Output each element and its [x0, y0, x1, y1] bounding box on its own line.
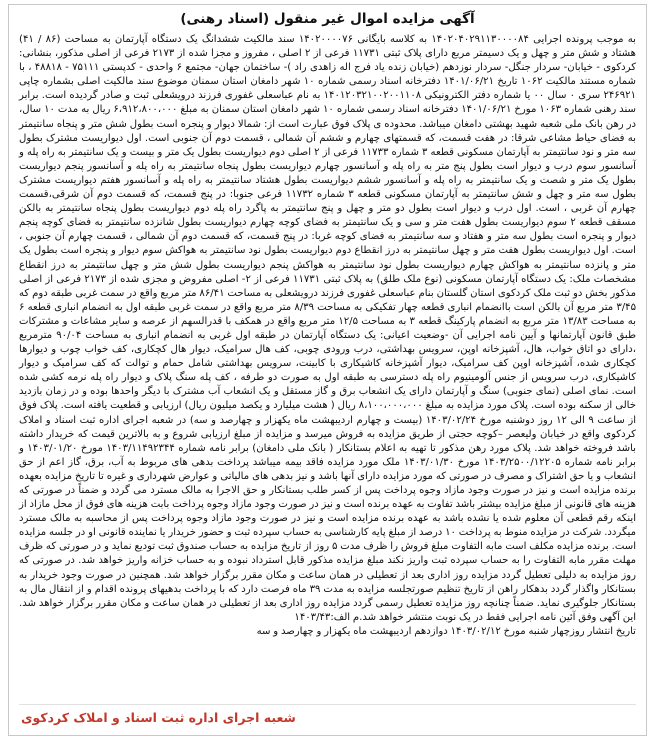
- publication-date: تاریخ انتشار روزچهار شنبه مورخ ۱۴۰۳/۰۲/۱۲ دوازدهم اردیبهشت ماه یکهزار و چهارصد و سه: [256, 625, 636, 637]
- divider: [19, 704, 636, 705]
- notice-paragraph: به موجب پرونده اجرایی ۱۴۰۲۰۴۰۲۹۱۱۳۰۰۰۰۸۴ به کلاسه بایگانی ۱۴۰۲۰۰۰۰۷۶ سند مالکیت ششدانگ یک دستگاه آپارتمان به مساحت (۸۶ / ۴۱) هشتاد و شش متر و چهل و یک دسیمتر مربع دارای پلاک ثبتی ۱۱۷۳۱ فرعی از ۲ اصلی ، مفروز و مجزا شده از ۲۱۷۳ فرعی از اصلی مذکور، بنشانی: کردکوی - خیابان- سردار جنگل- سردار نوزدهم (خیابان زنده یاد فرج اله زاهدی راد )- ساختمان جهان- مجتمع ۶ واحدی - کدپستی ۷۵۱۱۱ - ۴۸۸۱۸ ، با شماره مستند مالکیت ۱۰۶۲ تاریخ ۱۴۰۱/۰۶/۲۱ دفترخانه اسناد رسمی شماره ۱۰ شهر دامغان استان سمنان موضوع سند مالکیت اصلی بشماره چاپی ۲۴۶۹۲۱ سری ۰ سال ۰۰ یا شماره دفتر الکترونیکی ۱۴۰۱۲۰۳۲۱۰۰۲۰۰۱۱۰۸ به نام عباسعلی غفوری فرزند درویشعلی ثبت و صادر گردیده است. برابر سند رهنی شماره ۱۰۶۳ مورخ ۱۴۰۱/۰۶/۲۱ دفترخانه اسناد رسمی شماره ۱۰ شهر دامغان استان سمنان به مبلغ ۶،۹۱۲،۸۰۰،۰۰۰ ریال به مدت ۱۰ سال، در رهن بانک ملی شعبه شهید بهشتی دامغان میباشد. محدوده ی پلاک فوق عبارت است از: شمالا دیوار و پنجره است بطول شش متر و پنجاه سانتیمتر به فضای حیاط مشاعی شرقا: در هفت قسمت، که قسمتهای چهارم و ششم آن شمالی ، قسمت دوم آن جنوبی است. اول دیواریست مشترک بطول سه متر و نود سانتیمتر به آپارتمان مسکونی قطعه ۳ شماره ۱۱۷۳۳ فرعی از ۲ اصلی دوم دیواریست بطول یک متر و بیست و یک سانتیمتر به راه پله و آسانسور سوم درب و دیوار است بطول پنج متر به راه پله و آسانسور چهارم دیواریست بطول پنجاه سانتیمتر به راه پله و آسانسور پنجم دیواریست بطول یک متر و شصت و یک سانتیمتر به راه پله و آسانسور ششم دیواریست بطول هشتاد سانتیمتر به راه پله و آسانسور هفتم دیواریست مشترک بطول سه متر و چهل و شش سانتیمتر به آپارتمان مسکونی قطعه ۳ شماره ۱۱۷۳۲ فرعی جنوبا: در پنج قسمت، که قسمت دوم آن شرقی،قسمت چهارم آن غربی ، است. اول درب و دیوار است بطول دو متر و چهل و پنج سانتیمتر به پاگرد راه پله دوم دیواریست بطول پنجاه سانتیمتر به بالکن مسقف قطعه ۲ سوم دیواریست بطول هفت متر و سی و یک سانتیمتر به فضای کوچه چهارم دیواریست بطول شانزده سانتیمتر به فضای کوچه پنجم دیوار و پنجره است بطول سه متر و هفتاد و سه سانتیمتر به فضای کوچه غربا: در پنج قسمت، که قسمت دوم آن شمالی ، قسمت چهارم آن جنوبی ، است. اول دیواریست بطول هفت متر و چهل سانتیمتر به درز انقطاع دوم دیواریست بطول نود سانتیمتر به هواکش سوم دیوار و پنجره است بطول یک متر و پانزده سانتیمتر به هواکش چهارم دیواریست بطول نود سانتیمتر به هواکش پنجم دیواریست بطول شش متر و چهل سانتیمتر به درز انقطاع مشخصات ملک: یک دستگاه آپارتمان مسکونی (نوع ملک طلق) به پلاک ثبتی ۱۱۷۳۱ فرعی از ۲- اصلی مفروض و مجزی شده از ۲۱۷۳ فرعی از اصلی مذکور بخش دو ثبت ملک کردکوی استان گلستان بنام عباسعلی غفوری فرزند درویشعلی به مساحت ۸۶/۴۱ متر مربع واقع در سمت غربی طبقه دوم که ۳/۴۵ متر مربع آن بالکن است باانضمام انباری قطعه چهار تفکیکی به مساحت ۸/۳۹ متر مربع واقع در سمت غربی طبقه اول به انضمام انباری قطعه ۶ به مساحت ۱۳/۸۳ متر مربع به انضمام پارکینگ قطعه ۳ به مساحت ۱۲/۵ متر مربع واقع در همکف با قدرالسهم از عرصه و سایر مشاعات و مشترکات طبق قانون آپارتمانها و آیین نامه اجرایی آن -وضعیت اعیانی: یک دستگاه آپارتمان در طبقه اول غربی به انضمام انباری به مساحت ۹۰/۰۴ مترمربع ،دارای دو اتاق خواب، هال، آشپزخانه اوپن، سرویس بهداشتی، درب ورودی چوبی، کف هال سرامیک، دیوار هال کچکاری، کف خواب چوب و دیوارها کچکاری شده، آشپزخانه اوپن کف سرامیک، دیوار آشپزخانه کاشیکاری با کابینت، سرویس بهداشتی شامل حمام و توالت که کف سرامیک و دیوار کاشیکاری، درب سرویس از جنس آلومینیوم راه پله دسترسی به طبقه اول به صورت دو طرفه ، کف پله سنگ پلاک و دیوار راه پله نرمه کشی شده است. نمای اصلی (نمای جنوبی) سنگ و آپارتمان دارای یک انشعاب برق و گاز مستقل و یک انشعاب آب مشترک با دیگر واحدها بوده و در زمان بازدید خالی از سکنه بوده است. پلاک مورد مزایده به مبلغ ۸،۱۰۰،۰۰۰،۰۰۰ ریال ( هشت میلیارد و یکصد میلیون ریال) ارزیابی و قطعیت یافته است. پلاک فوق از ساعت ۹ الی ۱۲ روز دوشنبه مورخ ۱۴۰۳/۰۲/۲۴ (بیست و چهارم اردیبهشت ماه یکهزار و چهارصد و سه) در شعبه اجرای اداره ثبت اسناد و املاک کردکوی واقع در خیابان ولیعصر –کوچه حجتی از طریق مزایده به فروش میرسد و مزایده از مبلغ ارزیابی شروع و به بالاترین قیمت که خریدار داشته باشد فروخته خواهد شد. پلاک مورد رهن مذکور تا تهیه به اعلام بستانکار ( بانک ملی دامغان) برابر نامه شماره ۱۴۰۳/۱۱۴۹۲۳۴۴ مورخ ۱۴۰۳/۰۱/۲۰ و برابر نامه شماره ۱۴۰۳/۲۵۰۰/۱۲۲۰۵ مورخ ۱۴۰۳/۰۱/۳۰ ملک مورد مزایده فاقد بیمه میباشد پرداخت بدهی های مربوط به آب، برق، گاز اعم از حق انشعاب و یا حق اشتراک و مصرف در صورتی که مورد مزایده دارای آنها باشد و نیز بدهی های مالیاتی و عوارض شهرداری و غیره تا تاریخ مزایده بعهده برنده مزایده است و نیز در صورت وجود مازاد وجوه پرداخت پس از کسر طلب بستانکار و حق الاجرا به مالک مسترد می گردد و ضمناً در صورتی که هزینه های قانونی از مبلغ مزایده بیشتر باشد تفاوت به عهده برنده است و نیز در صورت وجود مازاد وجوه پرداخت بابت هزینه های فوق از محل مازاد از اینکه رقم قطعی آن معلوم شده یا نشده باشد به عهده برنده مزایده است و نیز در صورت وجود مازاد وجوه پرداخت پس از محاسبه به مالک مسترد میگردد. شرکت در مزایده منوط به پرداخت ۱۰ درصد از مبلغ پایه کارشناسی به حساب سپرده ثبت و حضور خریدار یا نماینده قانونی او در جلسه مزایده است. برنده مزایده مکلف است مابه التفاوت مبلغ فروش را ظرف مدت ۵ روز از تاریخ مزایده به حساب صندوق ثبت تودیع نماید و در صورتی که ظرف مهلت مقرر مابه التفاوت را به حساب سپرده ثبت واریز نکند مبلغ مزایده مذکور قابل استرداد نبوده و به حساب خزانه واریز خواهد شد. در صورتی که روز مزایده به دلیلی تعطیل گردد مزایده روز اداری بعد از تعطیلی در همان ساعت و مکان مقرر برگزار خواهد شد. همچنین در صورت وجود خریدار به بستانکار واگذار گردد بدهکار راهن از تاریخ تنظیم صورتجلسه مزایده به مدت ۳۹ ماه فرصت دارد که با پرداخت بدهیهای پرونده اقدام و از انتقال مال به بستانکار جلوگیری نماید. ضمناً چنانچه روز مزایده تعطیل رسمی گردد مزایده روز اداری بعد از تعطیلی در همان ساعت و مکان مقرر برگزار خواهد شد. این آگهی وفق آئین نامه اجرایی فقط در یک نوبت منتشر خواهد شد.م الف:۱۴۰۳/۴۳: [19, 34, 637, 623]
- auction-notice: [8, 4, 647, 736]
- notice-body: [9, 33, 646, 639]
- notice-title: آگهی مزایده اموال غیر منقول (اسناد رهنی): [180, 11, 475, 27]
- issuer-signature: شعبه اجرای اداره ثبت اسناد و املاک کردکوی: [21, 710, 296, 725]
